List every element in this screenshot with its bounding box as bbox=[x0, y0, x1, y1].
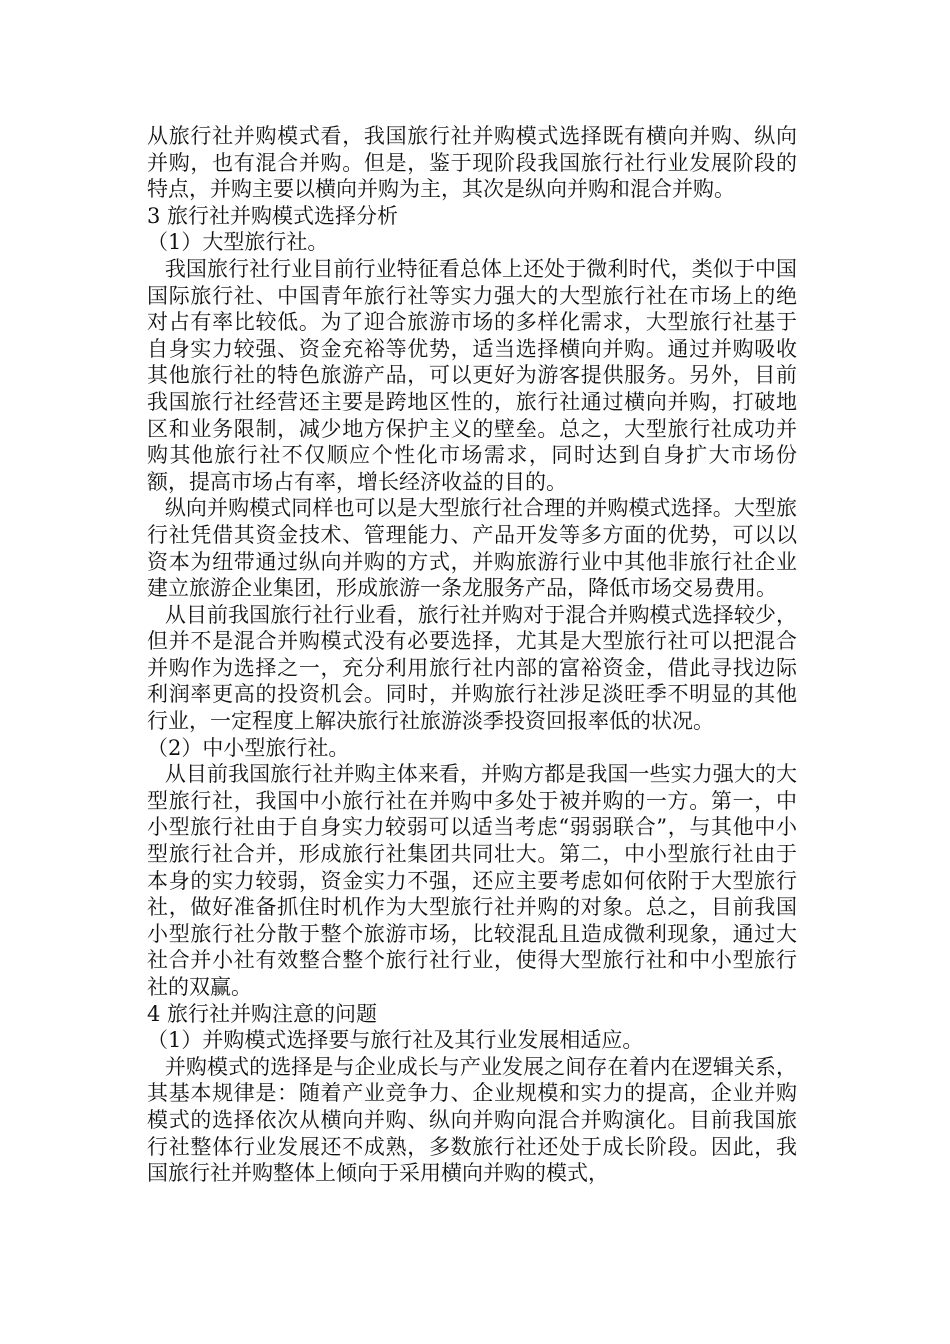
paragraph-body: 并购模式的选择是与企业成长与产业发展之间存在着内在逻辑关系，其基本规律是：随着产业竞争力、企业规模和实力的提高，企业并购模式的选择依次从横向并购、纵向并购向混合并购演化。目前我国旅行社整体行业发展还不成熟，多数旅行社还处于成长阶段。因此，我国旅行社并购整体上倾向于采用横向并购的模式， bbox=[147, 1054, 797, 1186]
document-body bbox=[147, 123, 797, 1187]
paragraph-body: 从目前我国旅行社并购主体来看，并购方都是我国一些实力强大的大型旅行社，我国中小旅行社在并购中多处于被并购的一方。第一，中小型旅行社由于自身实力较弱可以适当考虑“弱弱联合”，与其他中小型旅行社合并，形成旅行社集团共同壮大。第二，中小型旅行社由于本身的实力较弱，资金实力不强，还应主要考虑如何依附于大型旅行社，做好准备抓住时机作为大型旅行社并购的对象。总之，目前我国小型旅行社分散于整个旅游市场，比较混乱且造成微利现象，通过大社合并小社有效整合整个旅行社行业，使得大型旅行社和中小型旅行社的双赢。 bbox=[147, 762, 797, 999]
section-heading-4: 4 旅行社并购注意的问题 bbox=[147, 1001, 378, 1026]
paragraph-body: 我国旅行社行业目前行业特征看总体上还处于微利时代，类似于中国国际旅行社、中国青年旅行社等实力强大的大型旅行社在市场上的绝对占有率比较低。为了迎合旅游市场的多样化需求，大型旅行社基于自身实力较强、资金充裕等优势，适当选择横向并购。通过并购吸收其他旅行社的特色旅游产品，可以更好为游客提供服务。另外，目前我国旅行社经营还主要是跨地区性的，旅行社通过横向并购，打破地区和业务限制，减少地方保护主义的壁垒。总之，大型旅行社成功并购其他旅行社不仅顺应个性化市场需求，同时达到自身扩大市场份额，提高市场占有率，增长经济收益的目的。 bbox=[147, 256, 797, 494]
section-heading-3: 3 旅行社并购模式选择分析 bbox=[147, 203, 399, 228]
subheading-mode-selection: （1）并购模式选择要与旅行社及其行业发展相适应。 bbox=[147, 1028, 644, 1053]
paragraph-body: 从目前我国旅行社行业看，旅行社并购对于混合并购模式选择较少，但并不是混合并购模式没有必要选择，尤其是大型旅行社可以把混合并购作为选择之一，充分利用旅行社内部的富裕资金，借此寻找边际利润率更高的投资机会。同时，并购旅行社涉足淡旺季不明显的其他行业，一定程度上解决旅行社旅游淡季投资回报率低的状况。 bbox=[147, 602, 797, 734]
paragraph-body: 纵向并购模式同样也可以是大型旅行社合理的并购模式选择。大型旅行社凭借其资金技术、管理能力、产品开发等多方面的优势，可以以资本为纽带通过纵向并购的方式，并购旅游行业中其他非旅行社企业建立旅游企业集团，形成旅游一条龙服务产品，降低市场交易费用。 bbox=[147, 496, 797, 601]
subheading-large-agency: （1）大型旅行社。 bbox=[147, 230, 329, 255]
paragraph-intro: 从旅行社并购模式看，我国旅行社并购模式选择既有横向并购、纵向并购，也有混合并购。但是，鉴于现阶段我国旅行社行业发展阶段的特点，并购主要以横向并购为主，其次是纵向并购和混合并购。 bbox=[147, 124, 797, 202]
subheading-small-agency: （2）中小型旅行社。 bbox=[147, 735, 350, 760]
